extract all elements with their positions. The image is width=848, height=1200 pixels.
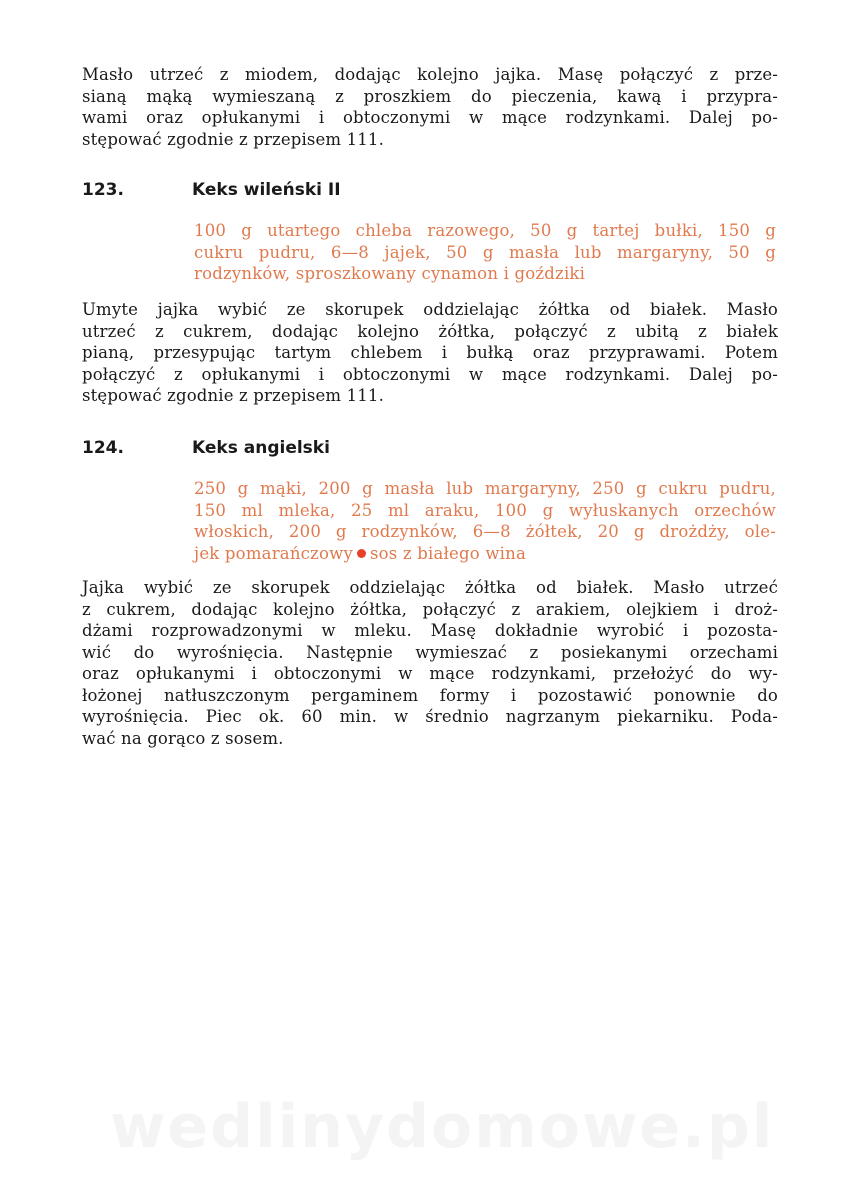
text-line: wić do wyrośnięcia. Następnie wymieszać z posiekanymi orzechami xyxy=(82,642,778,662)
recipe-method-123 xyxy=(82,299,778,407)
watermark: wedlinydomowe.pl xyxy=(110,1092,775,1162)
recipe-method-124 xyxy=(82,577,778,749)
text-line: z cukrem, dodając kolejno żółtka, połączyć z arakiem, olejkiem i droż- xyxy=(82,599,778,619)
text-line: wać na gorąco z sosem. xyxy=(82,728,284,748)
recipe-title: Keks angielski xyxy=(192,438,330,458)
text-line: Jajka wybić ze skorupek oddzielając żółtka od białek. Masło utrzeć xyxy=(82,578,778,597)
text-line: pianą, przesypując tartym chlebem i bułką oraz przyprawami. Potem xyxy=(82,343,778,362)
ingredient-line: włoskich, 200 g rodzynków, 6—8 żółtek, 20 g drożdży, ole- xyxy=(194,522,776,541)
ingredient-line: 250 g mąki, 200 g masła lub margaryny, 250 g cukru pudru, xyxy=(194,479,776,498)
ingredient-line: cukru pudru, 6—8 jajek, 50 g masła lub margaryny, 50 g xyxy=(194,242,776,262)
text-line: oraz opłukanymi i obtoczonymi w mące rodzynkami, przełożyć do wy- xyxy=(82,664,778,683)
sauce-text: sos z białego wina xyxy=(369,543,527,563)
text-line: sianą mąką wymieszaną z proszkiem do pieczenia, kawą i przypra- xyxy=(82,86,778,106)
ingredient-line: 100 g utartego chleba razowego, 50 g tartej bułki, 150 g xyxy=(194,221,776,240)
text-line: stępować zgodnie z przepisem 111. xyxy=(82,129,384,149)
recipe-ingredients-124 xyxy=(194,478,776,564)
text-line: utrzeć z cukrem, dodając kolejno żółtka, połączyć z ubitą z białek xyxy=(82,321,778,341)
text-line: połączyć z opłukanymi i obtoczonymi w mące rodzynkami. Dalej po- xyxy=(82,364,778,384)
text-line: Umyte jajka wybić ze skorupek oddzielając żółtka od białek. Masło xyxy=(82,300,778,319)
recipe-number: 123. xyxy=(82,180,124,200)
ingredient-line: rodzynków, sproszkowany cynamon i goździki xyxy=(194,264,586,283)
intro-paragraph xyxy=(82,64,778,150)
text-line: stępować zgodnie z przepisem 111. xyxy=(82,386,384,405)
ingredient-text: jek pomarańczowy xyxy=(194,543,353,563)
text-line: wyrośnięcia. Piec ok. 60 min. w średnio nagrzanym piekarniku. Poda- xyxy=(82,707,778,726)
text-line: łożonej natłuszczonym pergaminem formy i pozostawić ponownie do xyxy=(82,685,778,705)
recipe-title: Keks wileński II xyxy=(192,180,341,200)
ingredient-line: 150 ml mleka, 25 ml araku, 100 g wyłuskanych orzechów xyxy=(194,500,776,520)
recipe-ingredients-123 xyxy=(194,220,776,285)
recipe-number: 124. xyxy=(82,438,124,458)
text-line: wami oraz opłukanymi i obtoczonymi w mące rodzynkami. Dalej po- xyxy=(82,108,778,127)
bullet-dot-icon xyxy=(357,549,366,558)
text-line: Masło utrzeć z miodem, dodając kolejno jajka. Masę połączyć z prze- xyxy=(82,65,778,84)
text-line: dżami rozprowadzonymi w mleku. Masę dokładnie wyrobić i pozosta- xyxy=(82,621,778,640)
ingredient-line xyxy=(194,543,776,565)
